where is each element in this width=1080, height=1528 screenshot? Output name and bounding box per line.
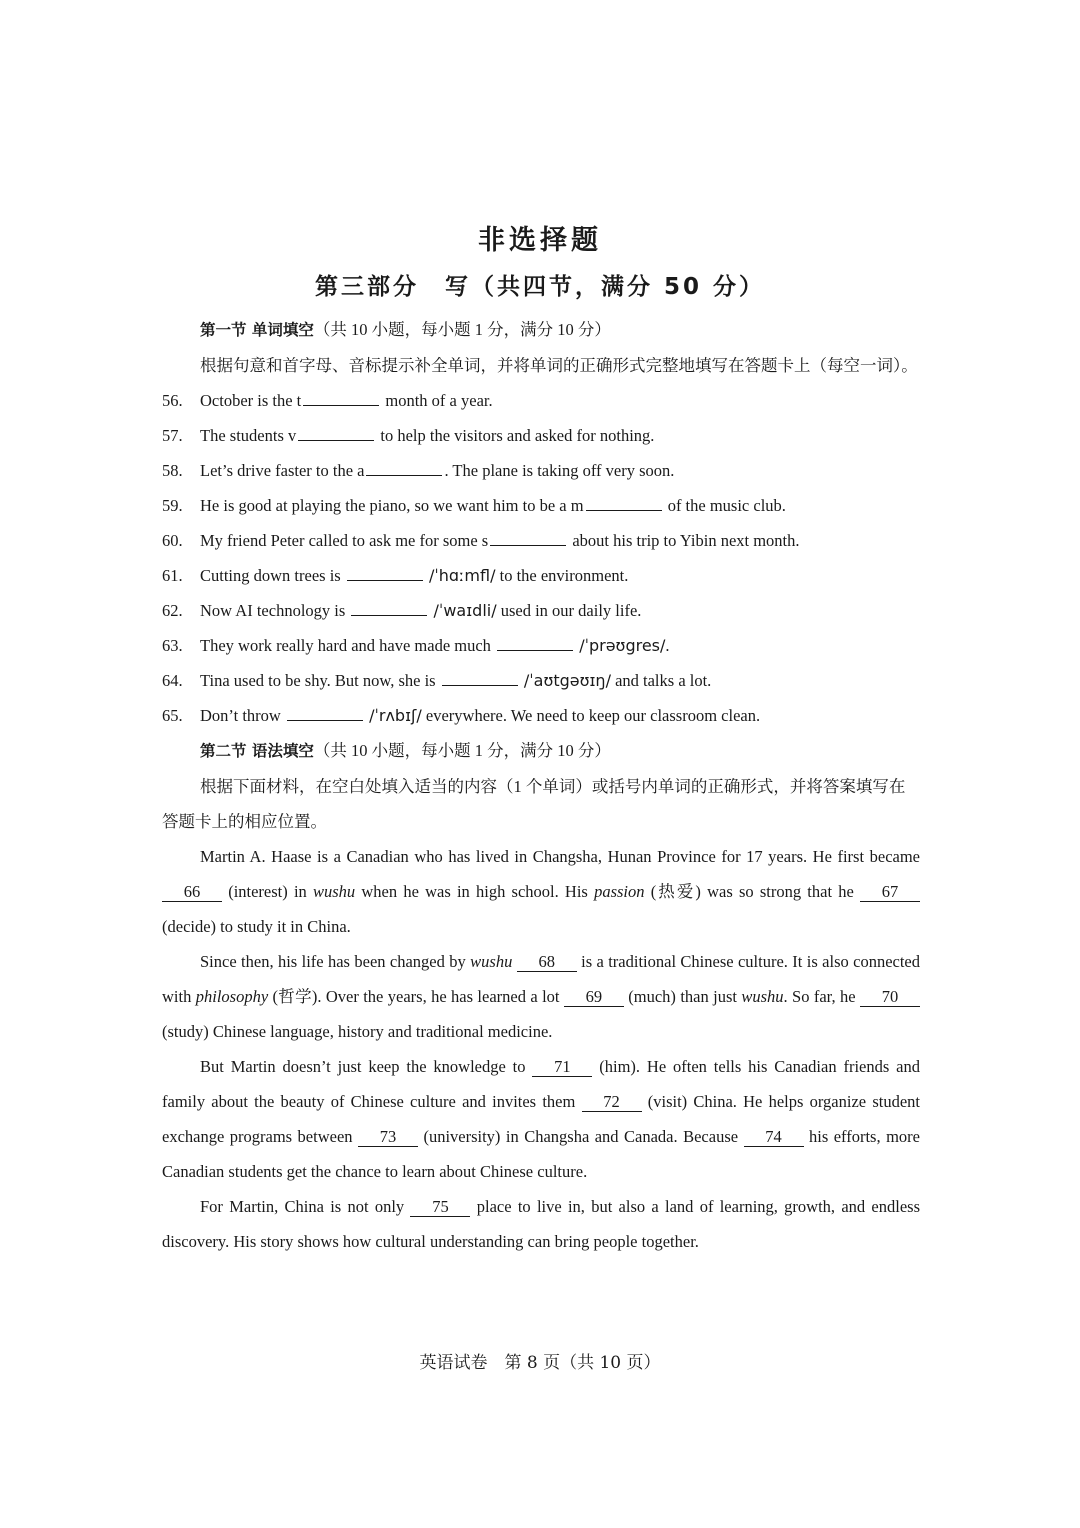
section2-instruction: 根据下面材料，在空白处填入适当的内容（1 个单词）或括号内单词的正确形式，并将答案填写在答题卡上的相应位置。 — [162, 777, 906, 831]
page-footer: 英语试卷 第 8 页（共 10 页） — [419, 1353, 661, 1373]
answer-blank[interactable] — [347, 562, 423, 581]
answer-blank-67[interactable]: 67 — [860, 883, 920, 902]
section2-heading: 第二节 语法填空（共 10 小题，每小题 1 分，满分 10 分） — [200, 741, 611, 760]
page-title: 非选择题 — [478, 225, 602, 256]
section1-instruction: 根据句意和首字母、音标提示补全单词，并将单词的正确形式完整地填写在答题卡上（每空一词）。 — [200, 356, 918, 375]
answer-blank-66[interactable]: 66 — [162, 883, 222, 902]
answer-blank[interactable] — [303, 387, 379, 406]
question-56: 56. October is the t month of a year. — [162, 383, 920, 418]
phonetic: /ˈwaɪdli/ — [433, 601, 497, 620]
phonetic: /ˈrʌbɪʃ/ — [369, 706, 422, 725]
passage-paragraph-2: Since then, his life has been changed by wushu 68 is a traditional Chinese culture. It is also connected with philosophy (哲学). Over the years, he has learned a lot 69 (much) than just wushu. So far, he 70 (study) Chinese language, history and traditional medicine. — [162, 952, 921, 1041]
question-61: 61. Cutting down trees is /ˈhɑːmfl/ to the environment. — [162, 558, 920, 593]
question-58: 58. Let’s drive faster to the a . The plane is taking off very soon. — [162, 453, 920, 488]
answer-blank[interactable] — [442, 667, 518, 686]
answer-blank-70[interactable]: 70 — [860, 988, 920, 1007]
question-59: 59. He is good at playing the piano, so we want him to be a m of the music club. — [162, 488, 920, 523]
answer-blank-68[interactable]: 68 — [517, 953, 577, 972]
answer-blank[interactable] — [366, 457, 442, 476]
passage-paragraph-1: Martin A. Haase is a Canadian who has lived in Changsha, Hunan Province for 17 years. He first became 66 (interest) in wushu when he was in high school. His passion (热爱) was so strong that he 67 (decide) to study it in China. — [162, 847, 920, 936]
answer-blank[interactable] — [351, 597, 427, 616]
question-65: 65. Don’t throw /ˈrʌbɪʃ/ everywhere. We need to keep our classroom clean. — [162, 698, 920, 733]
section1-heading: 第一节 单词填空（共 10 小题，每小题 1 分，满分 10 分） — [200, 320, 611, 339]
answer-blank[interactable] — [586, 492, 662, 511]
exam-body — [162, 312, 920, 1259]
question-60: 60. My friend Peter called to ask me for some s about his trip to Yibin next month. — [162, 523, 920, 558]
answer-blank[interactable] — [490, 527, 566, 546]
question-64: 64. Tina used to be shy. But now, she is /ˈaʊtgəʊɪŋ/ and talks a lot. — [162, 663, 920, 698]
passage-paragraph-3: But Martin doesn’t just keep the knowledge to 71 (him). He often tells his Canadian friends and family about the beauty of Chinese culture and invites them 72 (visit) China. He helps organize student exchange programs between 73 (university) in Changsha and Canada. Because 74 his efforts, more Canadian students get the chance to learn about Chinese culture. — [162, 1057, 920, 1181]
answer-blank[interactable] — [298, 422, 374, 441]
phonetic: /ˈaʊtgəʊɪŋ/ — [523, 671, 611, 690]
passage-paragraph-4: For Martin, China is not only 75 place to live in, but also a land of learning, growth, and endless discovery. His story shows how cultural understanding can bring people together. — [162, 1197, 921, 1251]
answer-blank-72[interactable]: 72 — [582, 1093, 642, 1112]
answer-blank[interactable] — [287, 702, 363, 721]
question-62: 62. Now AI technology is /ˈwaɪdli/ used in our daily life. — [162, 593, 920, 628]
question-57: 57. The students v to help the visitors and asked for nothing. — [162, 418, 920, 453]
answer-blank-73[interactable]: 73 — [358, 1128, 418, 1147]
answer-blank-75[interactable]: 75 — [410, 1198, 470, 1217]
phonetic: /ˈprəʊgres/ — [579, 636, 666, 655]
answer-blank-69[interactable]: 69 — [564, 988, 624, 1007]
phonetic: /ˈhɑːmfl/ — [428, 566, 496, 585]
answer-blank-71[interactable]: 71 — [532, 1058, 592, 1077]
question-63: 63. They work really hard and have made much /ˈprəʊgres/. — [162, 628, 920, 663]
answer-blank[interactable] — [497, 632, 573, 651]
answer-blank-74[interactable]: 74 — [744, 1128, 804, 1147]
part-title: 第三部分 写（共四节，满分 50 分） — [314, 274, 766, 300]
